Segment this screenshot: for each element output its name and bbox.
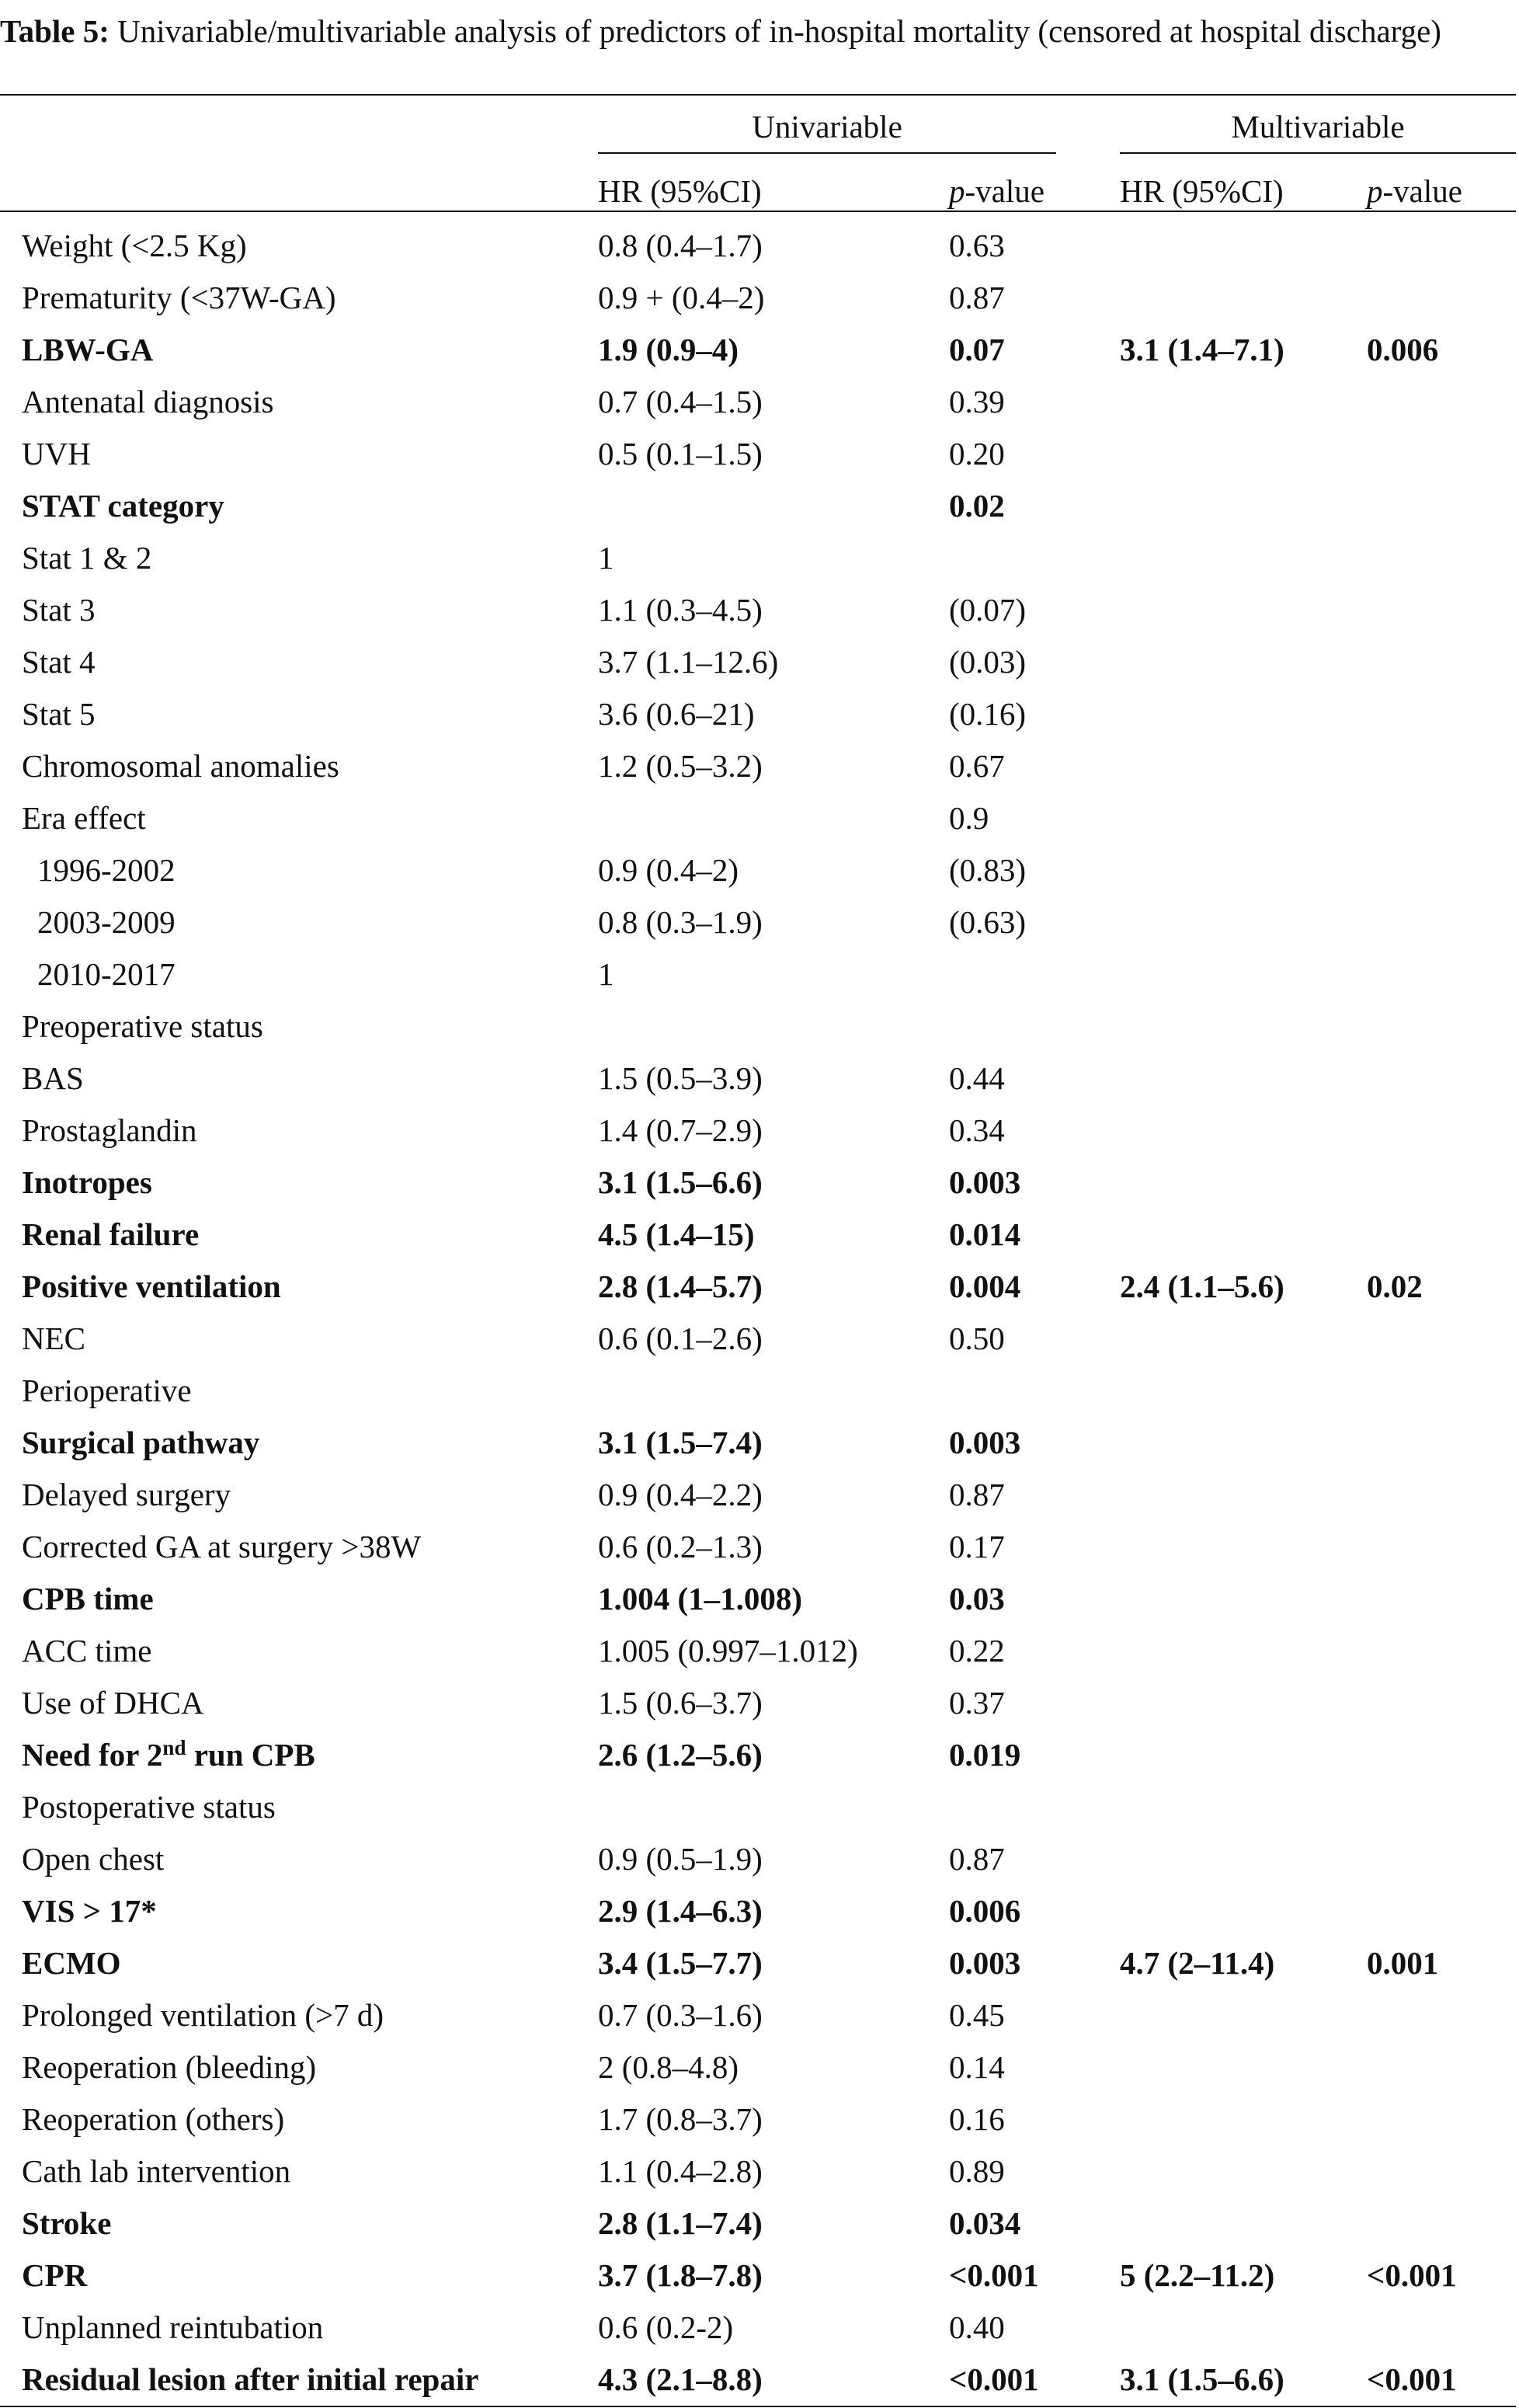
univariable-hr-cell: 3.7 (1.1–12.6)	[598, 644, 779, 680]
table-row	[0, 1729, 1516, 1781]
predictor-name-suffix: run CPB	[186, 1737, 315, 1773]
univariable-hr-cell: 0.9 (0.4–2)	[598, 852, 739, 888]
table-row	[0, 740, 1516, 792]
univariable-hr-cell: 1	[598, 540, 614, 576]
predictor-name-text: Need for 2	[22, 1737, 163, 1773]
predictor-name	[22, 1937, 121, 1989]
predictor-name-text: Stat 5	[22, 696, 96, 732]
predictor-name-text: Reoperation (others)	[22, 2101, 285, 2137]
univariable-hr-cell: 1.7 (0.8–3.7)	[598, 2101, 763, 2137]
predictor-name	[22, 1521, 421, 1573]
table-row	[0, 1313, 1516, 1365]
predictor-name	[22, 272, 336, 324]
table-row	[0, 1157, 1516, 1209]
univariable-p-cell: 0.17	[949, 1529, 1005, 1564]
univariable-p-cell: 0.019	[949, 1737, 1021, 1773]
univariable-p-cell: 0.003	[949, 1164, 1021, 1200]
univariable-hr-cell: 1.004 (1–1.008)	[598, 1581, 803, 1616]
predictor-name-text: 2010-2017	[37, 956, 176, 992]
table-row	[0, 428, 1516, 480]
univariable-hr-cell: 0.6 (0.2-2)	[598, 2309, 734, 2345]
table-row	[0, 1833, 1516, 1885]
predictor-name-text: Weight (<2.5 Kg)	[22, 228, 247, 263]
univariable-hr-cell: 2.6 (1.2–5.6)	[598, 1737, 763, 1773]
univariable-hr-cell: 0.9 (0.4–2.2)	[598, 1477, 763, 1512]
predictor-name-text: Cath lab intervention	[22, 2153, 291, 2189]
predictor-name	[22, 1313, 85, 1365]
predictor-name	[22, 1105, 196, 1157]
predictor-name-text: Reoperation (bleeding)	[22, 2049, 317, 2085]
univariable-p-cell: 0.45	[949, 1997, 1005, 2033]
univariable-p-cell: 0.003	[949, 1945, 1021, 1981]
multivariable-hr-cell: 3.1 (1.4–7.1)	[1120, 332, 1284, 367]
univariable-p-cell: 0.20	[949, 436, 1005, 472]
p-italic: p	[1367, 173, 1383, 209]
predictor-name	[22, 2302, 323, 2354]
multivariable-p-header	[1367, 169, 1462, 213]
univariable-hr-cell: 1	[598, 956, 614, 992]
predictor-name-text: Delayed surgery	[22, 1477, 231, 1512]
predictor-name-text: Use of DHCA	[22, 1685, 204, 1721]
table-row	[0, 2093, 1516, 2145]
univariable-hr-cell: 3.7 (1.8–7.8)	[598, 2257, 763, 2293]
predictor-name	[22, 2250, 87, 2302]
univariable-hr-cell: 0.8 (0.3–1.9)	[598, 904, 763, 940]
predictor-name	[22, 1000, 263, 1053]
table-caption-text: Univariable/multivariable analysis of predictors of in-hospital mortality (censored at hospital discharge)	[109, 13, 1441, 49]
multivariable-group-rule	[1120, 152, 1516, 154]
univariable-p-cell: (0.07)	[949, 592, 1027, 628]
predictor-name-text: Stat 3	[22, 592, 96, 628]
univariable-p-cell: 0.02	[949, 488, 1005, 524]
predictor-name	[22, 1573, 154, 1625]
predictor-name	[22, 1989, 384, 2041]
univariable-hr-cell: 2 (0.8–4.8)	[598, 2049, 739, 2085]
table-row	[0, 1937, 1516, 1989]
p-italic: p	[949, 173, 965, 209]
table-row	[0, 2354, 1516, 2406]
predictor-name	[22, 2354, 478, 2406]
predictor-name	[22, 2145, 290, 2197]
table-row	[0, 2250, 1516, 2302]
predictor-name-text: NEC	[22, 1321, 85, 1356]
predictor-name	[37, 948, 176, 1000]
univariable-p-cell: (0.83)	[949, 852, 1027, 888]
univariable-group-header: Univariable	[752, 109, 902, 144]
univariable-p-cell: 0.87	[949, 280, 1005, 315]
univariable-p-cell: 0.37	[949, 1685, 1005, 1721]
predictor-name	[22, 1833, 164, 1885]
predictor-name-text: Prolonged ventilation (>7 d)	[22, 1997, 384, 2033]
predictor-name	[22, 1469, 231, 1521]
table-row	[0, 1365, 1516, 1417]
multivariable-group-header: Multivariable	[1231, 109, 1405, 144]
predictor-name	[22, 1885, 157, 1937]
table-row	[0, 532, 1516, 584]
predictor-name	[22, 376, 274, 428]
univariable-hr-header: HR (95%CI)	[598, 173, 762, 209]
predictor-name	[22, 2197, 111, 2250]
univariable-hr-cell: 0.6 (0.2–1.3)	[598, 1529, 763, 1564]
univariable-hr-cell: 0.8 (0.4–1.7)	[598, 228, 763, 263]
univariable-hr-cell: 0.9 (0.5–1.9)	[598, 1841, 763, 1877]
table-row	[0, 1053, 1516, 1105]
univariable-hr-cell: 0.5 (0.1–1.5)	[598, 436, 763, 472]
univariable-hr-cell: 0.6 (0.1–2.6)	[598, 1321, 763, 1356]
table-row	[0, 1105, 1516, 1157]
predictor-name	[37, 844, 176, 896]
predictor-name-text: Inotropes	[22, 1164, 152, 1200]
univariable-hr-cell: 0.9 + (0.4–2)	[598, 280, 765, 315]
univariable-hr-cell: 1.005 (0.997–1.012)	[598, 1633, 858, 1669]
predictor-name	[22, 220, 247, 272]
univariable-hr-cell: 2.8 (1.1–7.4)	[598, 2205, 763, 2241]
predictor-name-text: ECMO	[22, 1945, 121, 1981]
table-body	[0, 220, 1516, 2406]
univariable-p-cell: 0.40	[949, 2309, 1005, 2345]
predictor-name	[22, 740, 339, 792]
univariable-p-cell: 0.87	[949, 1477, 1005, 1512]
univariable-p-cell: 0.44	[949, 1060, 1005, 1096]
univariable-hr-cell: 4.5 (1.4–15)	[598, 1216, 755, 1252]
table-row	[0, 688, 1516, 740]
predictor-name-text: Residual lesion after initial repair	[22, 2361, 479, 2397]
table-top-rule	[0, 94, 1516, 96]
table-row	[0, 1417, 1516, 1469]
predictor-name-text: Stroke	[22, 2205, 112, 2241]
table-header-rule	[0, 211, 1516, 212]
univariable-hr-cell: 1.1 (0.4–2.8)	[598, 2153, 763, 2189]
predictor-name	[22, 428, 91, 480]
predictor-name-text: Perioperative	[22, 1373, 192, 1408]
table-row	[0, 1885, 1516, 1937]
predictor-name-text: Preoperative status	[22, 1008, 263, 1044]
predictor-name-text: Chromosomal anomalies	[22, 748, 339, 784]
predictor-name	[22, 2093, 284, 2145]
table-caption	[0, 9, 1514, 53]
predictor-name	[22, 792, 146, 844]
univariable-hr-cell: 2.9 (1.4–6.3)	[598, 1893, 763, 1929]
predictor-name	[22, 1261, 281, 1313]
predictor-name-text: Postoperative status	[22, 1789, 276, 1825]
predictor-name-text: Prostaglandin	[22, 1112, 197, 1148]
table-row	[0, 2302, 1516, 2354]
multivariable-p-cell: <0.001	[1367, 2257, 1457, 2293]
table-row	[0, 636, 1516, 688]
predictor-name-text: 1996-2002	[37, 852, 176, 888]
table-row	[0, 1677, 1516, 1729]
multivariable-hr-cell: 5 (2.2–11.2)	[1120, 2257, 1275, 2293]
predictor-name	[22, 1677, 204, 1729]
univariable-p-cell: 0.006	[949, 1893, 1021, 1929]
predictor-name	[22, 480, 224, 532]
univariable-p-cell: 0.004	[949, 1268, 1021, 1304]
univariable-p-cell: 0.003	[949, 1425, 1021, 1460]
table-row	[0, 896, 1516, 948]
predictor-name-text: CPR	[22, 2257, 88, 2293]
predictor-name	[22, 688, 96, 740]
univariable-p-cell: 0.50	[949, 1321, 1005, 1356]
table-row	[0, 480, 1516, 532]
univariable-p-header	[949, 169, 1045, 213]
univariable-hr-cell: 4.3 (2.1–8.8)	[598, 2361, 763, 2397]
multivariable-hr-cell: 3.1 (1.5–6.6)	[1120, 2361, 1284, 2397]
table-row	[0, 1000, 1516, 1053]
multivariable-p-cell: 0.006	[1367, 332, 1439, 367]
predictor-name	[22, 1729, 315, 1781]
multivariable-hr-header: HR (95%CI)	[1120, 173, 1284, 209]
table-bottom-rule	[0, 2406, 1516, 2407]
univariable-hr-cell: 1.5 (0.6–3.7)	[598, 1685, 763, 1721]
predictor-name	[22, 1365, 192, 1417]
table-row	[0, 1209, 1516, 1261]
predictor-name-text: Surgical pathway	[22, 1425, 260, 1460]
univariable-hr-cell: 1.1 (0.3–4.5)	[598, 592, 763, 628]
predictor-name	[22, 1781, 276, 1833]
univariable-hr-cell: 3.6 (0.6–21)	[598, 696, 755, 732]
univariable-p-cell: <0.001	[949, 2361, 1039, 2397]
table-row	[0, 272, 1516, 324]
multivariable-p-cell: <0.001	[1367, 2361, 1457, 2397]
univariable-p-cell: (0.03)	[949, 644, 1027, 680]
univariable-hr-cell: 0.7 (0.3–1.6)	[598, 1997, 763, 2033]
univariable-p-cell: (0.16)	[949, 696, 1027, 732]
univariable-p-cell: 0.22	[949, 1633, 1005, 1669]
univariable-hr-cell: 3.1 (1.5–7.4)	[598, 1425, 763, 1460]
predictor-name-text: ACC time	[22, 1633, 152, 1669]
univariable-hr-cell: 3.1 (1.5–6.6)	[598, 1164, 763, 1200]
predictor-name-text: Open chest	[22, 1841, 165, 1877]
univariable-hr-cell: 0.7 (0.4–1.5)	[598, 384, 763, 419]
table-row	[0, 1781, 1516, 1833]
univariable-p-cell: 0.16	[949, 2101, 1005, 2137]
univariable-p-cell: 0.9	[949, 800, 989, 836]
predictor-name-text: 2003-2009	[37, 904, 176, 940]
univariable-p-cell: 0.07	[949, 332, 1005, 367]
univariable-group-rule	[598, 152, 1056, 154]
univariable-p-cell: 0.014	[949, 1216, 1021, 1252]
table-row	[0, 1261, 1516, 1313]
table-row	[0, 376, 1516, 428]
univariable-hr-cell: 1.2 (0.5–3.2)	[598, 748, 763, 784]
predictor-name	[22, 324, 153, 376]
p-suffix: -value	[1382, 173, 1462, 209]
predictor-name-text: VIS > 17*	[22, 1893, 157, 1929]
univariable-hr-cell: 1.4 (0.7–2.9)	[598, 1112, 763, 1148]
table-row	[0, 2145, 1516, 2197]
predictor-name	[22, 1417, 259, 1469]
predictor-name	[22, 1157, 152, 1209]
univariable-p-cell: (0.63)	[949, 904, 1027, 940]
predictor-name	[22, 1209, 199, 1261]
table-row	[0, 2041, 1516, 2093]
predictor-name	[22, 1053, 84, 1105]
univariable-p-cell: 0.14	[949, 2049, 1005, 2085]
predictor-name-text: Prematurity (<37W-GA)	[22, 280, 336, 315]
predictor-name	[37, 896, 176, 948]
table-row	[0, 1469, 1516, 1521]
predictor-name-text: Unplanned reintubation	[22, 2309, 324, 2345]
table-row	[0, 948, 1516, 1000]
multivariable-hr-cell: 2.4 (1.1–5.6)	[1120, 1268, 1284, 1304]
univariable-p-cell: 0.67	[949, 748, 1005, 784]
univariable-p-cell: 0.03	[949, 1581, 1005, 1616]
predictor-name-text: UVH	[22, 436, 91, 472]
predictor-name	[22, 584, 96, 636]
predictor-name	[22, 532, 151, 584]
predictor-name-text: Era effect	[22, 800, 146, 836]
table-row	[0, 1989, 1516, 2041]
univariable-p-cell: 0.89	[949, 2153, 1005, 2189]
table-caption-label: Table 5:	[0, 13, 109, 49]
predictor-name-superscript: nd	[162, 1736, 186, 1759]
predictor-name-text: STAT category	[22, 488, 224, 524]
predictor-name-text: Stat 1 & 2	[22, 540, 152, 576]
univariable-p-cell: 0.34	[949, 1112, 1005, 1148]
table-row	[0, 844, 1516, 896]
table-row	[0, 2197, 1516, 2250]
table-row	[0, 792, 1516, 844]
table-row	[0, 584, 1516, 636]
table-row	[0, 220, 1516, 272]
multivariable-hr-cell: 4.7 (2–11.4)	[1120, 1945, 1275, 1981]
p-suffix: -value	[965, 173, 1045, 209]
predictor-name	[22, 1625, 151, 1677]
predictor-name-text: Positive ventilation	[22, 1268, 281, 1304]
predictor-name	[22, 2041, 316, 2093]
predictor-name-text: LBW-GA	[22, 332, 154, 367]
univariable-p-cell: 0.39	[949, 384, 1005, 419]
table-row	[0, 1521, 1516, 1573]
predictor-name-text: Renal failure	[22, 1216, 200, 1252]
predictor-name	[22, 636, 96, 688]
table-row	[0, 1573, 1516, 1625]
univariable-p-cell: 0.63	[949, 228, 1005, 263]
univariable-p-cell: 0.87	[949, 1841, 1005, 1877]
predictor-name-text: Antenatal diagnosis	[22, 384, 274, 419]
univariable-hr-cell: 3.4 (1.5–7.7)	[598, 1945, 763, 1981]
predictor-name-text: Stat 4	[22, 644, 96, 680]
predictor-name-text: CPB time	[22, 1581, 154, 1616]
univariable-p-cell: 0.034	[949, 2205, 1021, 2241]
predictor-name-text: Corrected GA at surgery >38W	[22, 1529, 422, 1564]
predictor-name-text: BAS	[22, 1060, 84, 1096]
univariable-hr-cell: 2.8 (1.4–5.7)	[598, 1268, 763, 1304]
univariable-hr-cell: 1.9 (0.9–4)	[598, 332, 739, 367]
univariable-p-cell: <0.001	[949, 2257, 1039, 2293]
multivariable-p-cell: 0.001	[1367, 1945, 1439, 1981]
multivariable-p-cell: 0.02	[1367, 1268, 1423, 1304]
univariable-hr-cell: 1.5 (0.5–3.9)	[598, 1060, 763, 1096]
table-row	[0, 1625, 1516, 1677]
table-row	[0, 324, 1516, 376]
